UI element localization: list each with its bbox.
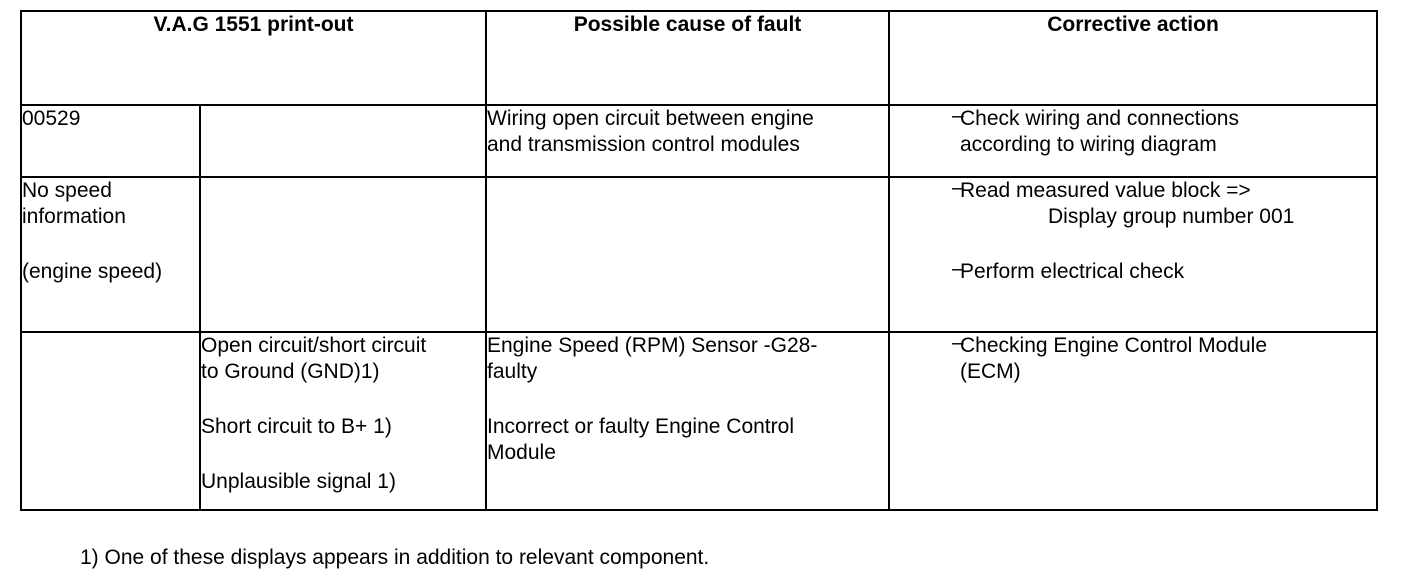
fault-text-line: information [22, 205, 126, 228]
action-line: Checking Engine Control Module [960, 334, 1268, 357]
fault-code-cell [21, 177, 200, 332]
fault-detail-cell [200, 105, 486, 177]
footnote: 1) One of these displays appears in addition to relevant component. [80, 546, 710, 569]
action-line: Perform electrical check [960, 260, 1185, 283]
fault-code: 00529 [22, 107, 81, 130]
table-row [21, 177, 1377, 332]
header-row [21, 11, 1377, 105]
action-item [890, 106, 1376, 158]
cause-line: Incorrect or faulty Engine Control [487, 415, 794, 438]
detail-line: Unplausible signal 1) [201, 470, 396, 493]
fault-table [20, 10, 1378, 511]
detail-line: to Ground (GND)1) [201, 360, 380, 383]
action-cell [889, 105, 1377, 177]
cause-line: and transmission control modules [487, 133, 800, 156]
cause-line: Engine Speed (RPM) Sensor -G28- [487, 334, 818, 357]
cause-line: faulty [487, 360, 538, 383]
fault-detail-cell [200, 332, 486, 510]
table-row [21, 332, 1377, 510]
cause-line: Module [487, 441, 556, 464]
action-line: (ECM) [960, 360, 1021, 383]
action-line: Read measured value block => [960, 179, 1251, 202]
cause-cell [486, 105, 889, 177]
dash-bullet: – [952, 104, 964, 127]
action-cell [889, 177, 1377, 332]
cause-line: Wiring open circuit between engine [487, 107, 814, 130]
header-cause: Possible cause of fault [486, 11, 889, 105]
action-item [890, 259, 1376, 285]
detail-line: Short circuit to B+ 1) [201, 415, 392, 438]
table-row [21, 105, 1377, 177]
header-printout: V.A.G 1551 print-out [21, 11, 486, 105]
dash-bullet: – [952, 257, 964, 280]
fault-detail-cell [200, 177, 486, 332]
detail-line: Open circuit/short circuit [201, 334, 427, 357]
action-line: according to wiring diagram [960, 133, 1217, 156]
header-action: Corrective action [889, 11, 1377, 105]
action-cell [889, 332, 1377, 510]
action-line: Check wiring and connections [960, 107, 1239, 130]
dash-bullet: – [952, 176, 964, 199]
action-item [890, 333, 1376, 385]
action-item [890, 178, 1376, 230]
cause-cell [486, 177, 889, 332]
action-line: Display group number 001 [1048, 205, 1295, 228]
dash-bullet: – [952, 331, 964, 354]
fault-text-line: No speed [22, 179, 112, 202]
fault-code-cell [21, 105, 200, 177]
fault-text-sub: (engine speed) [22, 260, 163, 283]
fault-code-cell [21, 332, 200, 510]
cause-cell [486, 332, 889, 510]
